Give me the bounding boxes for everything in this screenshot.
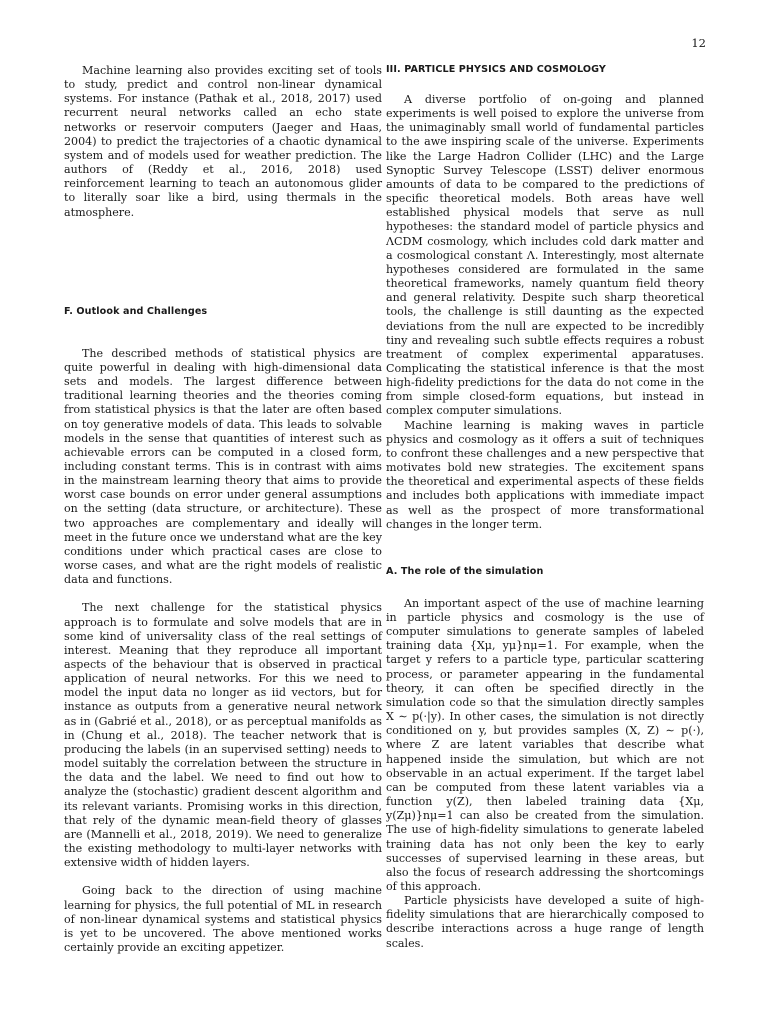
particle-simulations-paragraph: Particle physicists have developed a suite of high-fidelity simulations that are hierarchically composed to describe interactions across a huge range of length scales. xyxy=(386,894,704,950)
statistical-physics-methods-paragraph: The described methods of statistical physics are quite powerful in dealing with high-dimensional data sets and models. The largest difference between traditional learning theories and the theories coming from statistical physics is that the later are often based on toy generative models of data. This leads to solvable models in the sense that quantities of interest such as achievable errors can be computed in a closed form, including constant terms. This is in contrast with aims in the mainstream learning theory that aims to provide worst case bounds on error under general assumptions on the setting (data structure, or architecture). These two approaches are complementary and ideally will meet in the future once we understand what are the key conditions under which practical cases are close to worse cases, and what are the right models of realistic data and functions. xyxy=(64,346,382,587)
outlook-challenges-heading: F. Outlook and Challenges xyxy=(64,305,208,317)
page-number: 12 xyxy=(691,36,706,50)
role-of-simulation-heading: A. The role of the simulation xyxy=(386,565,544,577)
ml-dynamical-systems-paragraph: Machine learning also provides exciting set of tools to study, predict and control non-linear dynamical systems. For instance (Pathak et al., 2018, 2017) used recurrent neural networks called an echo state networks or reservoir computers (Jaeger and Haas, 2004) to predict the trajectories of a chaotic dynamical system and of models used for weather prediction. The authors of (Reddy et al., 2016, 2018) used reinforcement learning to teach an autonomous glider to literally soar like a bird, using thermals in the atmosphere. xyxy=(64,64,382,219)
particle-physics-cosmology-heading: III. PARTICLE PHYSICS AND COSMOLOGY xyxy=(386,64,606,75)
experiments-portfolio-paragraph: A diverse portfolio of on-going and planned experiments is well poised to explore the universe from the unimaginably small world of fundamental particles to the awe inspiring scale of the universe. Experiments like the Large Hadron Collider (LHC) and the Large Synoptic Survey Telescope (LSST) deliver enormous amounts of data to be compared to the predictions of specific theoretical models. Both areas have well established physical models that serve as null hypotheses: the standard model of particle physics and ΛCDM cosmology, which includes cold dark matter and a cosmological constant Λ. Interestingly, most alternate hypotheses considered are formulated in the same theoretical frameworks, namely quantum field theory and general relativity. Despite such sharp theoretical tools, the challenge is still daunting as the expected deviations from the null are expected to be incredibly tiny and revealing such subtle effects requires a robust treatment of complex experimental apparatuses. Complicating the statistical inference is that the most high-fidelity predictions for the data do not come in the from simple closed-form equations, but instead in complex computer simulations. xyxy=(386,93,704,418)
left-column xyxy=(64,64,382,955)
ml-waves-paragraph: Machine learning is making waves in particle physics and cosmology as it offers a suit of techniques to confront these challenges and a new perspective that motivates bold new strategies. The excitement spans the theoretical and experimental aspects of these fields and includes both applications with immediate impact as well as the prospect of more transformational changes in the longer term. xyxy=(386,418,704,531)
simulation-training-data-paragraph: An important aspect of the use of machine learning in particle physics and cosmology is the use of computer simulations to generate samples of labeled training data {Xμ, yμ}nμ=1. For example, when the target y refers to a particle type, particular scattering process, or parameter appearing in the fundamental theory, it can often be specified directly in the simulation code so that the simulation directly samples X ∼ p(·|y). In other cases, the simulation is not directly conditioned on y, but provides samples (X, Z) ∼ p(·), where Z are latent variables that describe what happened inside the simulation, but which are not observable in an actual experiment. If the target label can be computed from these latent variables via a function y(Z), then labeled training data {Xμ, y(Zμ)}nμ=1 can also be created from the simulation. The use of high-fidelity simulations to generate labeled training data has not only been the key to early successes of supervised learning in these areas, but also the focus of research addressing the shortcomings of this approach. xyxy=(386,596,704,893)
right-column xyxy=(386,64,704,951)
next-challenge-paragraph: The next challenge for the statistical physics approach is to formulate and solve models that are in some kind of universality class of the real settings of interest. Meaning that they reproduce all important aspects of the behaviour that is observed in practical application of neural networks. For this we need to model the input data no longer as iid vectors, but for instance as outputs from a generative neural network as in (Gabrié et al., 2018), or as perceptual manifolds as in (Chung et al., 2018). The teacher network that is producing the labels (in an supervised setting) needs to model suitably the correlation between the structure in the data and the label. We need to find out how to analyze the (stochastic) gradient descent algorithm and its relevant variants. Promising works in this direction, that rely of the dynamic mean-field theory of glasses are (Mannelli et al., 2018, 2019). We need to generalize the existing methodology to multi-layer networks with extensive width of hidden layers. xyxy=(64,601,382,870)
ml-for-physics-paragraph: Going back to the direction of using machine learning for physics, the full potential of ML in research of non-linear dynamical systems and statistical physics is yet to be uncovered. The above mentioned works certainly provide an exciting appetizer. xyxy=(64,884,382,954)
